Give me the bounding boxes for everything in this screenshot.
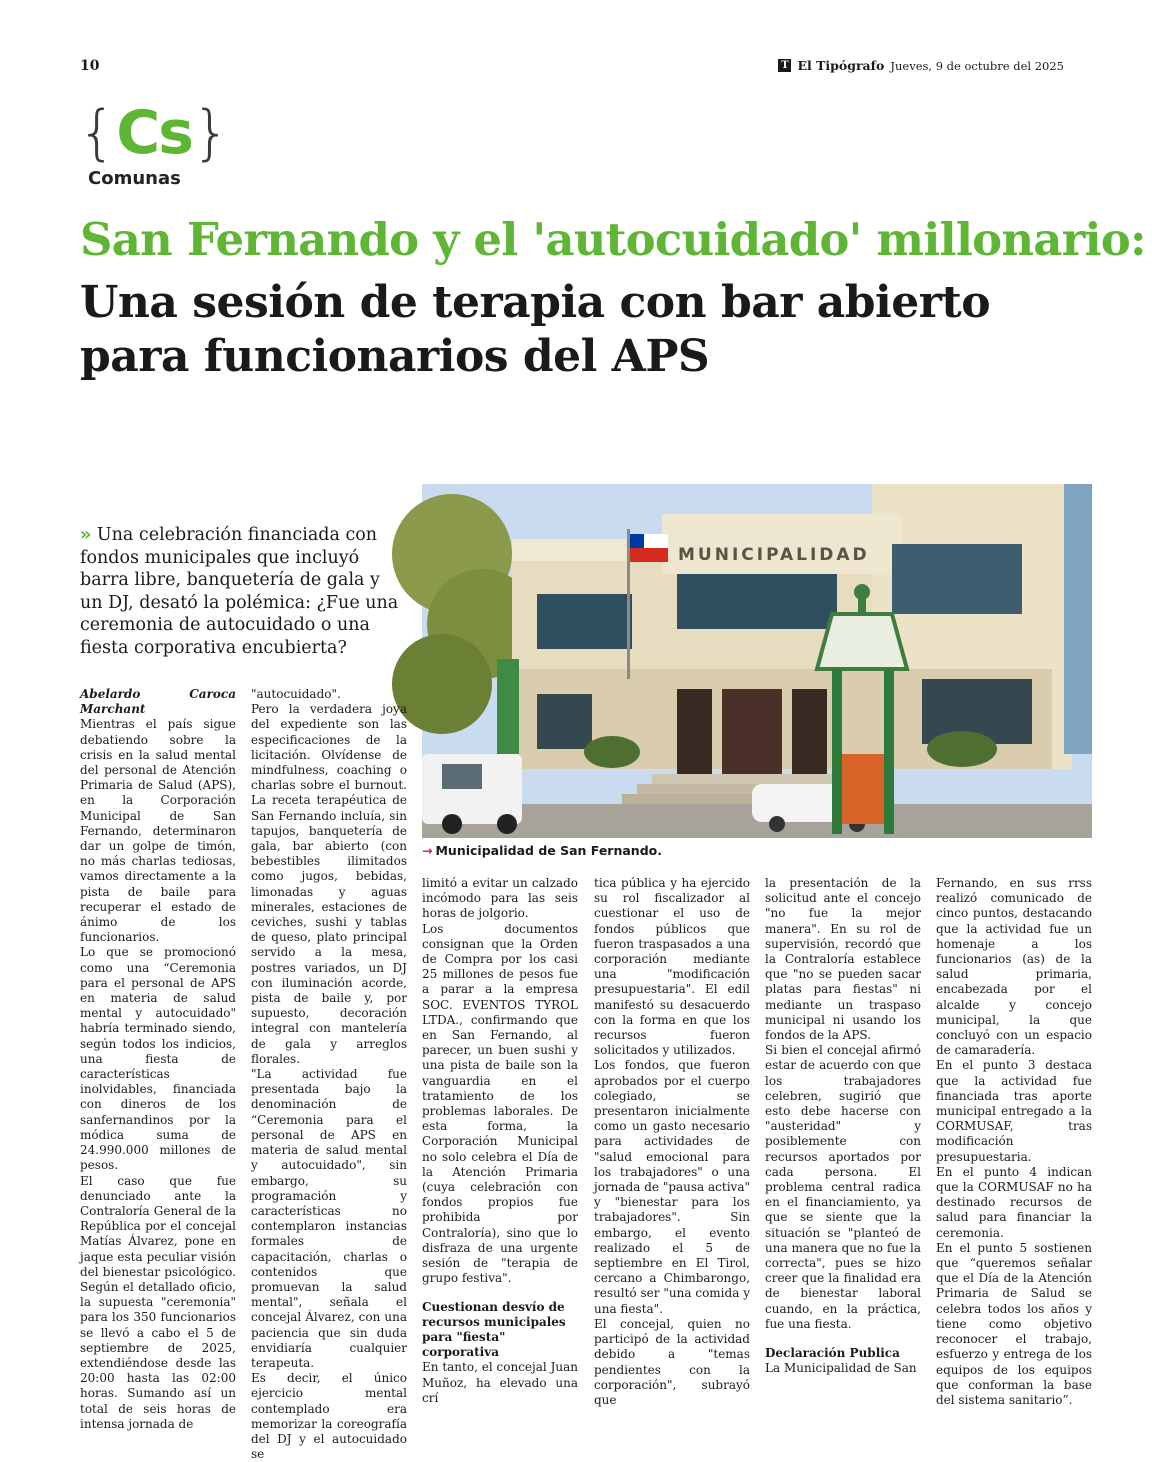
page-number: 10 [80, 58, 100, 74]
paragraph: la presentación de la solicitud ante el concejo "no fue la mejor manera". En su rol de supervisión, recordó que la Contraloría establece que "no se pueden sacar platas para fiestas" ni mediante un traspaso municipal ni usando los fondos de la APS. [765, 876, 921, 1043]
caption-arrow-icon: → [422, 843, 433, 858]
masthead [778, 58, 1064, 73]
byline: Abelardo Caroca Marchant [80, 687, 236, 717]
photo-caption [422, 843, 662, 858]
section-logo [78, 98, 231, 193]
paragraph: Es decir, el único ejercicio mental contemplado era memorizar la coreografía del DJ y el autocuidado se [251, 1371, 407, 1462]
paragraph: En tanto, el concejal Juan Muñoz, ha elevado una crí [422, 1360, 578, 1405]
lead-paragraph [80, 524, 400, 659]
article-column-6 [936, 876, 1092, 1408]
publication-name: El Tipógrafo [797, 58, 885, 73]
paragraph: El concejal, quien no participó de la actividad debido a "temas pendientes con la corporación", subrayó que [594, 1316, 750, 1407]
article-column-5 [765, 876, 921, 1376]
caption-text: Municipalidad de San Fernando. [435, 843, 662, 858]
headline-kicker: San Fernando y el 'autocuidado' millonario: [80, 213, 1146, 266]
brace-open: { [78, 98, 117, 168]
publication-logo-icon: T [778, 59, 791, 72]
paragraph: Si bien el concejal afirmó estar de acuerdo con que los trabajadores celebren, sugirió que esto debe hacerse con "austeridad" y posiblemente con recursos aportados por cada persona. El problema central radica en el financiamiento, ya que se siente que la situación se "planteó de una manera que no fue la correcta", pues se hizo creer que la finalidad era de bienestar laboral cuando, en la práctica, fue una fiesta. [765, 1043, 921, 1331]
section-abbr: Cs [116, 98, 192, 168]
subhead-desvio: Cuestionan desvío de recursos municipales para "fiesta" corporativa [422, 1300, 566, 1360]
building-sign: MUNICIPALIDAD [678, 545, 870, 565]
paragraph: Lo que se promocionó como una “Ceremonia para el personal de APS en materia de salud mental y autocuidado" habría terminado siendo, según todos los indicios, una fiesta de características inolvidables, financiada con dineros de los sanfernandinos por la módica suma de 24.990.000 millones de pesos. [80, 945, 236, 1173]
article-column-1 [80, 687, 236, 1432]
article-column-2 [251, 687, 407, 1462]
section-name: Comunas [88, 168, 181, 189]
lead-marker-icon: » [80, 525, 92, 545]
article-column-4 [594, 876, 750, 1408]
paragraph: En el punto 5 sostienen que “queremos señalar que el Día de la Atención Primaria de Salud se celebra todos los años y tiene como objetivo reconocer el trabajo, esfuerzo y entrega de los equipos de los equipos que conforman la base del sistema sanitario”. [936, 1240, 1092, 1407]
paragraph: El caso que fue denunciado ante la Contraloría General de la República por el concejal Matías Álvarez, pone en jaque esta peculiar visión del bienestar psicológico. Según el detallado oficio, la supuesta "ceremonia" para los 350 funcionarios se llevó a cabo el 5 de septiembre de 2025, extendiéndose desde las 20:00 hasta las 02:00 horas. Sumando así un total de seis horas de intensa jornada de [80, 1173, 236, 1431]
paragraph: "La actividad fue presentada bajo la denominación de “Ceremonia para el personal de APS en materia de salud mental y autocuidado", sin embargo, su programación y características no contemplaron instancias formales de capacitación, charlas o contenidos que promuevan la salud mental", señala el concejal Álvarez, con una paciencia que sin duda envidiaría cualquier terapeuta. [251, 1067, 407, 1370]
paragraph: "autocuidado". [251, 687, 341, 701]
subhead-declaracion: Declaración Publica [765, 1346, 900, 1361]
municipality-building-illustration [422, 484, 1092, 838]
article-column-3 [422, 876, 578, 1406]
paragraph: Pero la verdadera joya del expediente son las especificaciones de la licitación. Olvídense de mindfulness, coaching o charlas sobre el burnout. La receta terapéutica de San Fernando incluía, sin tapujos, banquetería de gala, bar abierto (con bebestibles ilimitados como jugos, bebidas, limonadas y aguas minerales, estaciones de ceviches, sushi y tablas de queso, plato principal servido a la mesa, postres variados, un DJ con iluminación acorde, pista de baile y, por supuesto, decoración integral con mantelería de gala y arreglos florales. [251, 702, 407, 1066]
paragraph: Fernando, en sus rrss realizó comunicado de cinco puntos, destacando que la actividad fue un homenaje a los funcionarios (as) de la salud primaria, encabezada por el alcalde y concejo municipal, la que concluyó con un espacio de camaradería. [936, 876, 1092, 1058]
paragraph: limitó a evitar un calzado incómodo para las seis horas de jolgorio. [422, 876, 578, 921]
article-photo [422, 484, 1092, 838]
paragraph: Los fondos, que fueron aprobados por el cuerpo colegiado, se presentaron inicialmente como un gasto necesario para actividades de "salud emocional para los trabajadores" o una jornada de "pausa activa" y "bienestar para los trabajadores". Sin embargo, el evento realizado el 5 de septiembre en El Tirol, cercano a Chimbarongo, resultó ser "una comida y una fiesta". [594, 1058, 751, 1316]
brace-close: } [191, 98, 231, 168]
paragraph: En el punto 4 indican que la CORMUSAF no ha destinado recursos de salud para financiar la ceremonia. [936, 1164, 1092, 1240]
issue-date: Jueves, 9 de octubre del 2025 [890, 58, 1064, 73]
headline-main: Una sesión de terapia con bar abierto para funcionarios del APS [80, 277, 991, 382]
paragraph: Los documentos consignan que la Orden de Compra por los casi 25 millones de pesos fue a parar a la empresa SOC. EVENTOS TYROL LTDA., confirmando que en San Fernando, al parecer, un buen sushi y una pista de baile son la vanguardia en el tratamiento de los problemas laborales. De esta forma, la Corporación Municipal no solo celebra el Día de la Atención Primaria (cuya celebración con fondos propios fue prohibida por Contraloría), sino que lo disfraza de una urgente sesión de "terapia de grupo festiva". [422, 921, 578, 1286]
paragraph: La Municipalidad de San [765, 1361, 917, 1376]
paragraph: Mientras el país sigue debatiendo sobre la crisis en la salud mental del personal de Atención Primaria de Salud (APS), en la Corporación Municipal de San Fernando, determinaron dar un golpe de timón, no más charlas tediosas, vamos directamente a la pista de baile para recuperar el estado de ánimo de los funcionarios. [80, 717, 236, 945]
lead-text: Una celebración financiada con fondos municipales que incluyó barra libre, banquetería de gala y un DJ, desató la polémica: ¿Fue una ceremonia de autocuidado o una fiesta corporativa encubierta? [80, 525, 399, 658]
paragraph: En el punto 3 destaca que la actividad fue financiada tras aporte municipal entregado a la CORMUSAF, tras modificación presupuestaria. [936, 1058, 1092, 1164]
paragraph: tica pública y ha ejercido su rol fiscalizador al cuestionar el uso de fondos públicos que fueron traspasados a una corporación mediante una "modificación presupuestaria". El edil manifestó su desacuerdo con la forma en que los recursos fueron solicitados y utilizados. [594, 876, 750, 1058]
